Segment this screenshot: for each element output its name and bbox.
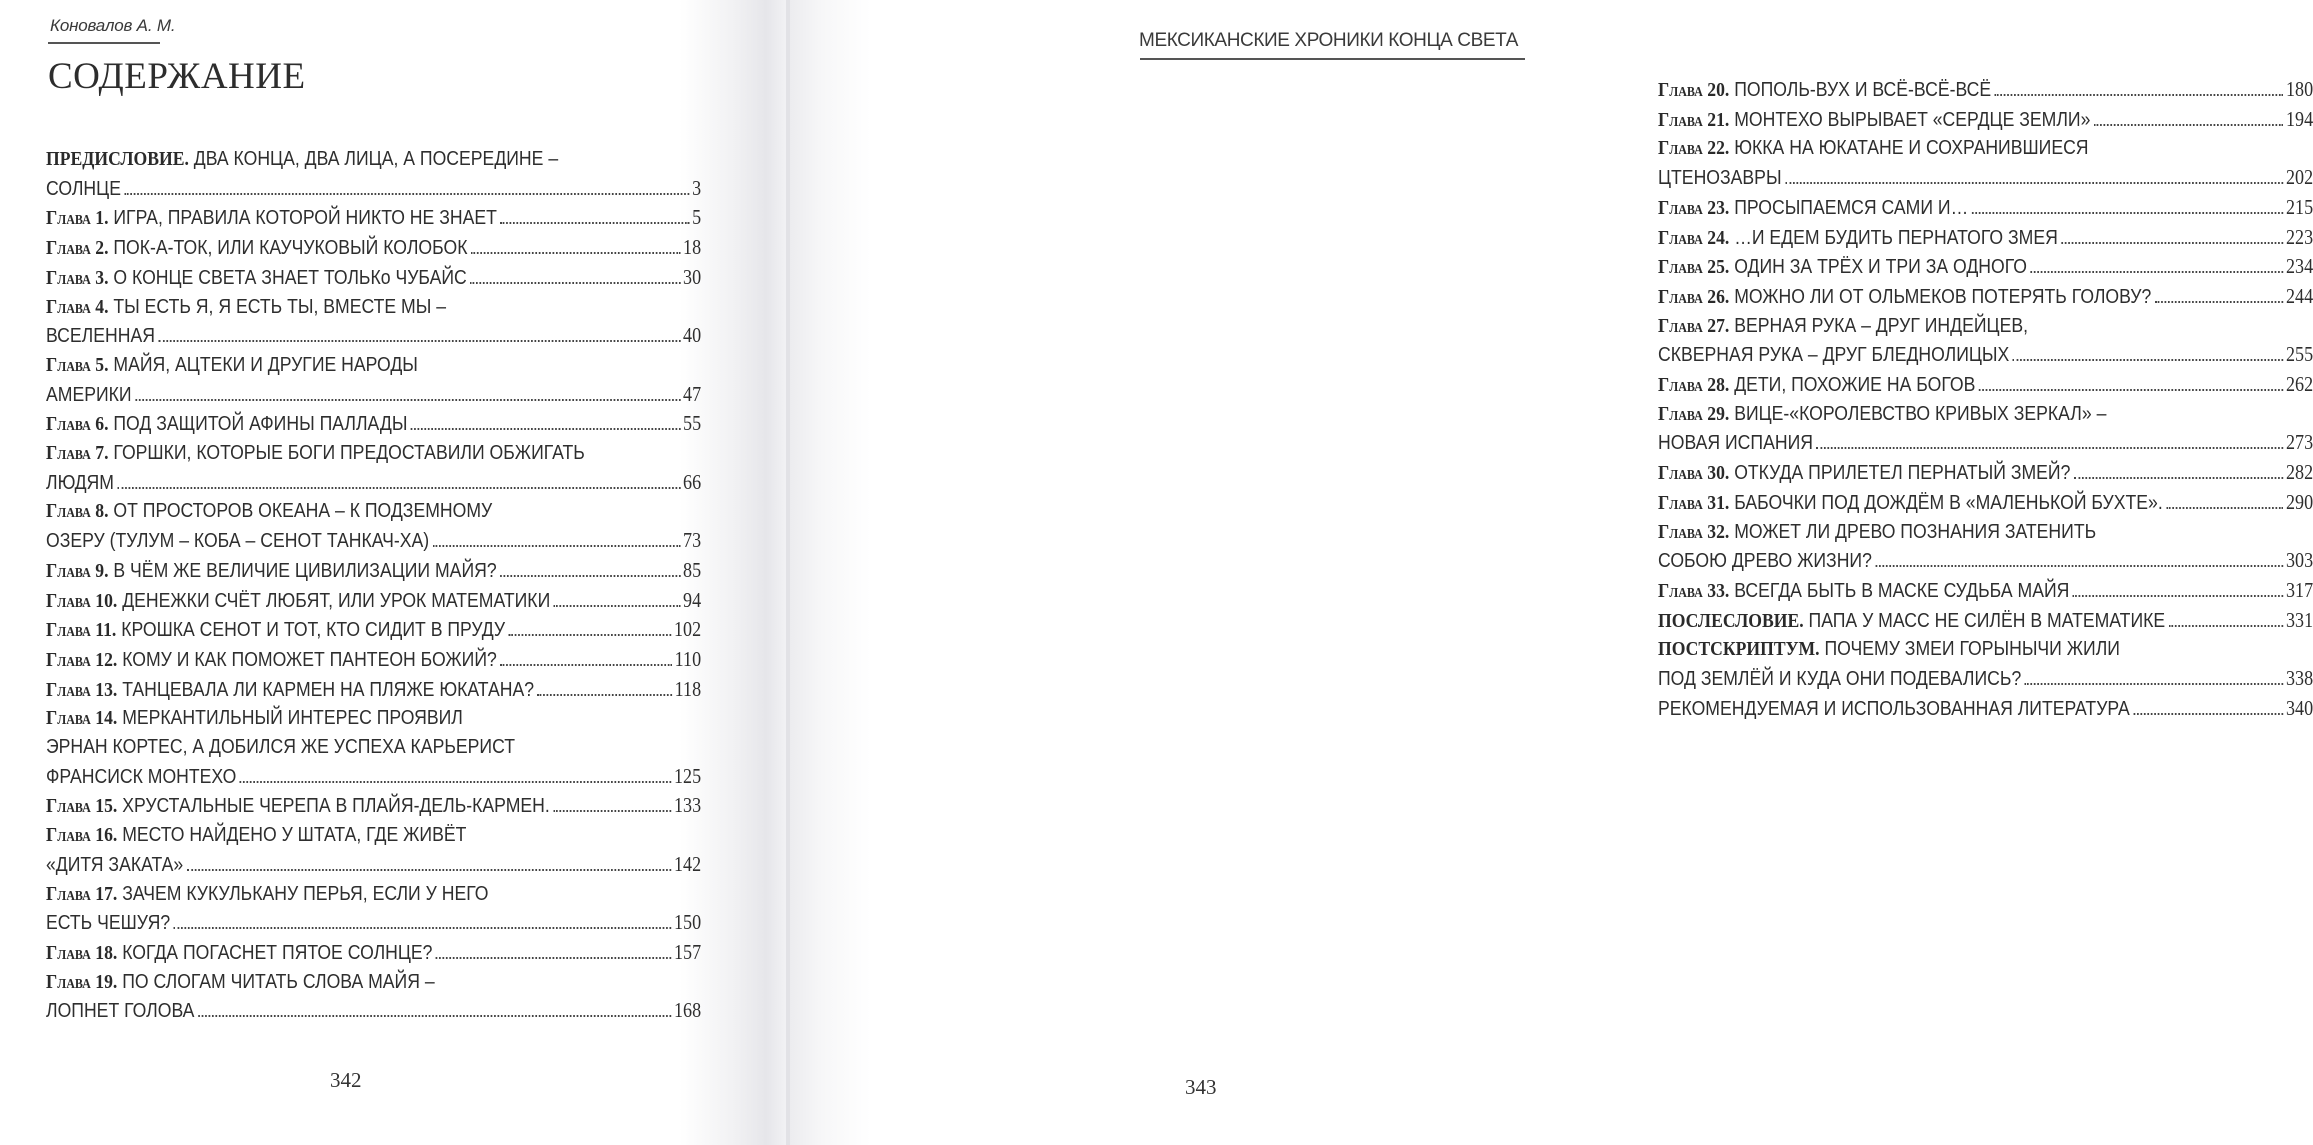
toc-entry[interactable] [1658, 223, 2313, 253]
chapter-label: Глава 10. [46, 589, 118, 612]
chapter-title: ТЫ ЕСТЬ Я, Я ЕСТЬ ТЫ, ВМЕСТЕ МЫ – [113, 294, 447, 318]
toc-entry-line [46, 938, 701, 968]
chapter-label: Глава 24. [1658, 226, 1730, 249]
dot-leader [240, 781, 672, 783]
chapter-label: Глава 9. [46, 559, 109, 582]
page-ref: 157 [674, 939, 702, 964]
chapter-label: Глава 21. [1658, 108, 1730, 131]
toc-entry-line [46, 615, 701, 645]
page-ref: 3 [692, 175, 702, 200]
toc-entry-line [46, 908, 701, 938]
toc-entry[interactable] [46, 233, 701, 263]
chapter-title: ХРУСТАЛЬНЫЕ ЧЕРЕПА В ПЛАЙЯ-ДЕЛЬ-КАРМЕН. [122, 794, 550, 818]
toc-entry-line [46, 556, 701, 586]
chapter-title: РЕКОМЕНДУЕМАЯ И ИСПОЛЬЗОВАННАЯ ЛИТЕРАТУРА [1658, 696, 2130, 720]
chapter-title: СОБОЮ ДРЕВО ЖИЗНИ? [1658, 549, 1872, 573]
page-ref: 255 [2286, 342, 2313, 367]
page-ref: 150 [674, 910, 702, 935]
chapter-title: В ЧЁМ ЖЕ ВЕЛИЧИЕ ЦИВИЛИЗАЦИИ МАЙЯ? [113, 558, 497, 582]
running-head-author: Коновалов А. М. [50, 16, 176, 35]
toc-entry-line [46, 762, 701, 792]
page-ref: 125 [674, 763, 702, 788]
chapter-label: ПОСТСКРИПТУМ. [1658, 638, 1820, 661]
page-ref: 338 [2286, 666, 2313, 691]
toc-entry-line [46, 526, 701, 556]
page-ref: 223 [2286, 224, 2313, 249]
page-title: СОДЕРЖАНИЕ [48, 56, 306, 97]
dot-leader [117, 487, 680, 489]
dot-leader [411, 428, 681, 430]
chapter-title: ВСЕГДА БЫТЬ В МАСКЕ СУДЬБА МАЙЯ [1734, 578, 2070, 602]
page-ref: 168 [674, 998, 702, 1023]
toc-entry[interactable] [46, 880, 701, 938]
toc-entry-line [46, 497, 701, 526]
toc-entry-line [46, 321, 701, 351]
page-ref: 118 [674, 676, 702, 701]
toc-entry-line [1658, 400, 2313, 429]
page-ref: 331 [2286, 607, 2313, 632]
toc-entry-line [46, 968, 701, 997]
toc-entry[interactable] [46, 145, 701, 203]
page-ref: 40 [683, 323, 702, 348]
chapter-label: Глава 4. [46, 295, 109, 318]
chapter-label: Глава 15. [46, 795, 118, 818]
chapter-title: ВЕРНАЯ РУКА – ДРУГ ИНДЕЙЦЕВ, [1734, 313, 2029, 337]
dot-leader [2074, 477, 2284, 479]
toc-entry[interactable] [1658, 252, 2313, 282]
dot-leader [1785, 182, 2283, 184]
toc-entry[interactable] [1658, 193, 2313, 223]
toc-entry[interactable] [1658, 518, 2313, 576]
toc-entry[interactable] [1658, 75, 2313, 105]
dot-leader [2169, 625, 2284, 627]
dot-leader [2061, 242, 2283, 244]
chapter-label: ПОСЛЕСЛОВИЕ. [1658, 609, 1804, 632]
page-ref: 85 [683, 557, 702, 582]
toc-entry[interactable] [46, 675, 701, 705]
toc-entry-line [1658, 223, 2313, 253]
page-ref: 340 [2286, 695, 2313, 720]
dot-leader [2155, 301, 2284, 303]
toc-entry-line [1658, 163, 2313, 193]
toc-entry-line [46, 145, 701, 174]
toc-entry-line [1658, 75, 2313, 105]
chapter-label: Глава 11. [46, 619, 117, 642]
page-ref: 244 [2286, 283, 2313, 308]
toc-entry[interactable] [1658, 635, 2313, 693]
toc-entry[interactable] [1658, 488, 2313, 518]
dot-leader [158, 340, 680, 342]
chapter-label: Глава 8. [46, 500, 109, 523]
toc-entry[interactable] [46, 293, 701, 351]
dot-leader [537, 694, 672, 696]
toc-entry-line [1658, 635, 2313, 664]
dot-leader [500, 575, 680, 577]
page-number: 343 [1185, 1075, 1217, 1099]
toc-entry-line [46, 439, 701, 468]
chapter-label: Глава 14. [46, 707, 118, 730]
chapter-label: Глава 16. [46, 824, 118, 847]
chapter-title: ЮККА НА ЮКАТАНЕ И СОХРАНИВШИЕСЯ [1734, 136, 2089, 160]
page-ref: 273 [2286, 430, 2313, 455]
dot-leader [553, 810, 671, 812]
page-ref: 102 [674, 617, 702, 642]
chapter-label: Глава 1. [46, 207, 109, 230]
chapter-label: Глава 23. [1658, 196, 1730, 219]
toc-entry-line [1658, 606, 2313, 636]
chapter-title: ОДИН ЗА ТРЁХ И ТРИ ЗА ОДНОГО [1734, 255, 2027, 279]
toc-entry[interactable] [46, 791, 701, 821]
chapter-title: ОТКУДА ПРИЛЕТЕЛ ПЕРНАТЫЙ ЗМЕЙ? [1734, 461, 2071, 485]
toc-entry-line [46, 996, 701, 1026]
toc-entry-line [46, 704, 701, 733]
toc-entry[interactable] [46, 645, 701, 675]
chapter-label: Глава 6. [46, 413, 109, 436]
page-ref: 30 [683, 264, 702, 289]
page-ref: 180 [2286, 77, 2313, 101]
chapter-title: ОЗЕРУ (ТУЛУМ – КОБА – СЕНОТ ТАНКАЧ-ХА) [46, 529, 430, 553]
toc-entry-line [46, 380, 701, 410]
toc-entry-line [46, 293, 701, 322]
toc-entry-line [46, 733, 701, 762]
toc-entry-line [1658, 518, 2313, 547]
dot-leader [1816, 447, 2283, 449]
chapter-label: Глава 5. [46, 353, 109, 376]
chapter-label: Глава 18. [46, 941, 118, 964]
toc-entry-line [1658, 252, 2313, 282]
page-ref: 94 [683, 587, 702, 612]
chapter-label: Глава 27. [1658, 314, 1730, 337]
dot-leader [1875, 565, 2283, 567]
toc-entry[interactable] [1658, 576, 2313, 606]
chapter-title: МОНТЕХО ВЫРЫВАЕТ «СЕРДЦЕ ЗЕМЛИ» [1734, 107, 2091, 131]
chapter-title: ЛОПНЕТ ГОЛОВА [46, 999, 195, 1023]
chapter-title: О КОНЦЕ СВЕТА ЗНАЕТ ТОЛЬКо ЧУБАЙС [113, 265, 467, 289]
chapter-title: ВИЦЕ-«КОРОЛЕВСТВО КРИВЫХ ЗЕРКАЛ» – [1734, 401, 2107, 425]
dot-leader [470, 282, 680, 284]
toc-entry[interactable] [1658, 134, 2313, 192]
chapter-title: МЕСТО НАЙДЕНО У ШТАТА, ГДЕ ЖИВЁТ [122, 823, 467, 847]
chapter-title: ПОД ЗЕМЛЁЙ И КУДА ОНИ ПОДЕВАЛИСЬ? [1658, 667, 2022, 691]
page-ref: 317 [2286, 577, 2313, 602]
chapter-title: ПОД ЗАЩИТОЙ АФИНЫ ПАЛЛАДЫ [113, 412, 408, 436]
toc-entry-line [46, 233, 701, 263]
page-ref: 66 [683, 469, 702, 494]
chapter-title: «ДИТЯ ЗАКАТА» [46, 852, 184, 876]
chapter-title: КОГДА ПОГАСНЕТ ПЯТОЕ СОЛНЦЕ? [122, 940, 433, 964]
chapter-title: СКВЕРНАЯ РУКА – ДРУГ БЛЕДНОЛИЦЫХ [1658, 343, 2010, 367]
header-rule [1140, 58, 1525, 60]
toc-entry[interactable] [46, 409, 701, 439]
dot-leader [500, 664, 672, 666]
toc-entry-line [1658, 488, 2313, 518]
page-ref: 55 [683, 411, 702, 436]
toc-entry[interactable] [46, 556, 701, 586]
toc-entry[interactable] [1658, 370, 2313, 400]
toc-entry-line [46, 203, 701, 233]
toc-entry-line [1658, 428, 2313, 458]
dot-leader [436, 957, 672, 959]
page-ref: 110 [674, 646, 702, 671]
page-ref: 194 [2286, 106, 2313, 131]
page-ref: 73 [683, 528, 702, 553]
chapter-title: ПОЧЕМУ ЗМЕИ ГОРЫНЫЧИ ЖИЛИ [1824, 637, 2120, 661]
toc-entry[interactable] [46, 968, 701, 1026]
toc-entry-line [46, 675, 701, 705]
chapter-title: ТАНЦЕВАЛА ЛИ КАРМЕН НА ПЛЯЖЕ ЮКАТАНА? [122, 677, 535, 701]
toc-entry-line [46, 791, 701, 821]
toc-entry[interactable] [46, 351, 701, 409]
toc-entry[interactable] [1658, 606, 2313, 636]
page-ref: 5 [692, 205, 702, 230]
toc-entry-line [1658, 193, 2313, 223]
toc-entry-line [1658, 458, 2313, 488]
toc-entry[interactable] [46, 615, 701, 645]
toc-entry-line [1658, 370, 2313, 400]
page-ref: 234 [2286, 254, 2313, 279]
chapter-title: ЭРНАН КОРТЕС, А ДОБИЛСЯ ЖЕ УСПЕХА КАРЬЕРИСТ [46, 735, 516, 759]
dot-leader [1972, 212, 2284, 214]
chapter-label: Глава 20. [1658, 79, 1730, 101]
page-ref: 290 [2286, 489, 2313, 514]
dot-leader [124, 193, 689, 195]
chapter-label: Глава 33. [1658, 579, 1730, 602]
toc-entry-line [1658, 134, 2313, 163]
dot-leader [500, 222, 689, 224]
toc-entry[interactable] [1658, 694, 2313, 724]
dot-leader [1995, 94, 2284, 96]
chapter-title: ИГРА, ПРАВИЛА КОТОРОЙ НИКТО НЕ ЗНАЕТ [113, 206, 497, 230]
chapter-title: ЛЮДЯМ [46, 470, 114, 494]
dot-leader [2025, 683, 2284, 685]
toc-entry-line [1658, 282, 2313, 312]
toc-entry[interactable] [46, 938, 701, 968]
chapter-label: Глава 17. [46, 882, 118, 905]
chapter-title: ОТ ПРОСТОРОВ ОКЕАНА – К ПОДЗЕМНОМУ [113, 499, 493, 523]
dot-leader [509, 634, 672, 636]
chapter-title: АМЕРИКИ [46, 382, 132, 406]
chapter-label: Глава 28. [1658, 374, 1730, 397]
chapter-title: ПО СЛОГАМ ЧИТАТЬ СЛОВА МАЙЯ – [122, 969, 435, 993]
chapter-label: Глава 30. [1658, 462, 1730, 485]
chapter-title: МАЙЯ, АЦТЕКИ И ДРУГИЕ НАРОДЫ [113, 352, 418, 376]
toc-entry-line [1658, 340, 2313, 370]
toc-entry-line [46, 468, 701, 498]
chapter-title: ЕСТЬ ЧЕШУЯ? [46, 911, 171, 935]
chapter-label: Глава 26. [1658, 285, 1730, 308]
chapter-label: Глава 31. [1658, 491, 1730, 514]
chapter-label: ПРЕДИСЛОВИЕ. [46, 148, 189, 170]
page-ref: 133 [674, 793, 702, 818]
chapter-title: МОЖНО ЛИ ОТ ОЛЬМЕКОВ ПОТЕРЯТЬ ГОЛОВУ? [1734, 284, 2152, 308]
chapter-label: Глава 32. [1658, 520, 1730, 543]
dot-leader [2166, 507, 2283, 509]
toc-entry-line [46, 821, 701, 850]
toc-entry-line [46, 645, 701, 675]
toc-entry[interactable] [46, 704, 701, 791]
toc-entry[interactable] [46, 263, 701, 293]
chapter-label: Глава 3. [46, 266, 109, 289]
toc-entry[interactable] [1658, 312, 2313, 370]
page-number: 342 [330, 1068, 362, 1092]
page-ref: 215 [2286, 194, 2313, 219]
chapter-title: ПОК-А-ТОК, ИЛИ КАУЧУКОВЫЙ КОЛОБОК [113, 236, 468, 260]
toc-entry-line [1658, 576, 2313, 606]
page-ref: 303 [2286, 548, 2313, 573]
chapter-label: Глава 19. [46, 970, 118, 993]
dot-leader [471, 252, 681, 254]
toc-entry[interactable] [1658, 105, 2313, 135]
dot-leader [554, 605, 681, 607]
chapter-title: ФРАНСИСК МОНТЕХО [46, 764, 237, 788]
toc-entry[interactable] [46, 586, 701, 616]
toc-entry[interactable] [1658, 400, 2313, 458]
page-ref: 202 [2286, 165, 2313, 190]
dot-leader [1979, 389, 2284, 391]
chapter-label: Глава 13. [46, 678, 118, 701]
right-page [790, 0, 2313, 1145]
toc-list-left [46, 145, 701, 1026]
chapter-label: Глава 7. [46, 442, 109, 465]
dot-leader [198, 1015, 672, 1017]
dot-leader [135, 399, 680, 401]
running-head-book-title: МЕКСИКАНСКИЕ ХРОНИКИ КОНЦА СВЕТА [1139, 30, 1518, 51]
page-ref: 47 [683, 381, 702, 406]
page-ref: 142 [674, 851, 702, 876]
toc-entry[interactable] [46, 203, 701, 233]
chapter-title: ГОРШКИ, КОТОРЫЕ БОГИ ПРЕДОСТАВИЛИ ОБЖИГАТЬ [113, 441, 585, 465]
chapter-label: Глава 29. [1658, 402, 1730, 425]
left-page [0, 0, 790, 1145]
page-ref: 282 [2286, 460, 2313, 485]
toc-entry-line [46, 880, 701, 909]
toc-entry-line [46, 174, 701, 204]
chapter-title: ДЕНЕЖКИ СЧЁТ ЛЮБЯТ, ИЛИ УРОК МАТЕМАТИКИ [122, 588, 551, 612]
dot-leader [2013, 359, 2284, 361]
chapter-title: ДЕТИ, ПОХОЖИЕ НА БОГОВ [1734, 373, 1976, 397]
chapter-label: Глава 25. [1658, 256, 1730, 279]
toc-entry-line [1658, 105, 2313, 135]
toc-entry-line [1658, 694, 2313, 724]
dot-leader [174, 927, 672, 929]
chapter-title: ДВА КОНЦА, ДВА ЛИЦА, А ПОСЕРЕДИНЕ – [193, 147, 559, 170]
chapter-title: ЗАЧЕМ КУКУЛЬКАНУ ПЕРЬЯ, ЕСЛИ У НЕГО [122, 881, 489, 905]
chapter-title: МОЖЕТ ЛИ ДРЕВО ПОЗНАНИЯ ЗАТЕНИТЬ [1734, 519, 2097, 543]
toc-entry-line [1658, 664, 2313, 694]
chapter-title: …И ЕДЕМ БУДИТЬ ПЕРНАТОГО ЗМЕЯ [1734, 225, 2058, 249]
dot-leader [433, 545, 681, 547]
chapter-label: Глава 2. [46, 237, 109, 260]
toc-entry-line [46, 586, 701, 616]
chapter-label: Глава 22. [1658, 137, 1730, 160]
chapter-title: ПАПА У МАСС НЕ СИЛЁН В МАТЕМАТИКЕ [1808, 608, 2166, 632]
dot-leader [2133, 713, 2283, 715]
chapter-title: СОЛНЦЕ [46, 176, 121, 200]
chapter-title: ПРОСЫПАЕМСЯ САМИ И… [1734, 195, 1969, 219]
toc-entry-line [1658, 312, 2313, 341]
dot-leader [2030, 271, 2283, 273]
chapter-title: МЕРКАНТИЛЬНЫЙ ИНТЕРЕС ПРОЯВИЛ [122, 706, 463, 730]
chapter-label: Глава 12. [46, 648, 118, 671]
chapter-title: БАБОЧКИ ПОД ДОЖДЁМ В «МАЛЕНЬКОЙ БУХТЕ». [1734, 490, 2163, 514]
dot-leader [2094, 124, 2284, 126]
dot-leader [2073, 595, 2284, 597]
toc-entry[interactable] [46, 821, 701, 879]
chapter-title: НОВАЯ ИСПАНИЯ [1658, 431, 1813, 455]
toc-entry-line [46, 409, 701, 439]
header-rule [48, 42, 160, 44]
page-ref: 262 [2286, 372, 2313, 397]
dot-leader [187, 869, 672, 871]
toc-entry-line [46, 351, 701, 380]
page-ref: 18 [683, 235, 702, 260]
toc-entry-line [46, 263, 701, 293]
chapter-title: КОМУ И КАК ПОМОЖЕТ ПАНТЕОН БОЖИЙ? [122, 647, 497, 671]
toc-entry[interactable] [1658, 458, 2313, 488]
toc-entry-line [1658, 546, 2313, 576]
chapter-title: КРОШКА СЕНОТ И ТОТ, КТО СИДИТ В ПРУДУ [121, 618, 506, 642]
toc-entry-line [46, 850, 701, 880]
toc-list-right [1658, 75, 2313, 723]
chapter-title: ВСЕЛЕННАЯ [46, 324, 155, 348]
toc-entry[interactable] [46, 497, 701, 555]
toc-entry[interactable] [1658, 282, 2313, 312]
chapter-title: ЦТЕНОЗАВРЫ [1658, 166, 1782, 190]
chapter-title: ПОПОЛЬ-ВУХ И ВСЁ-ВСЁ-ВСЁ [1734, 78, 1992, 101]
toc-entry[interactable] [46, 439, 701, 497]
